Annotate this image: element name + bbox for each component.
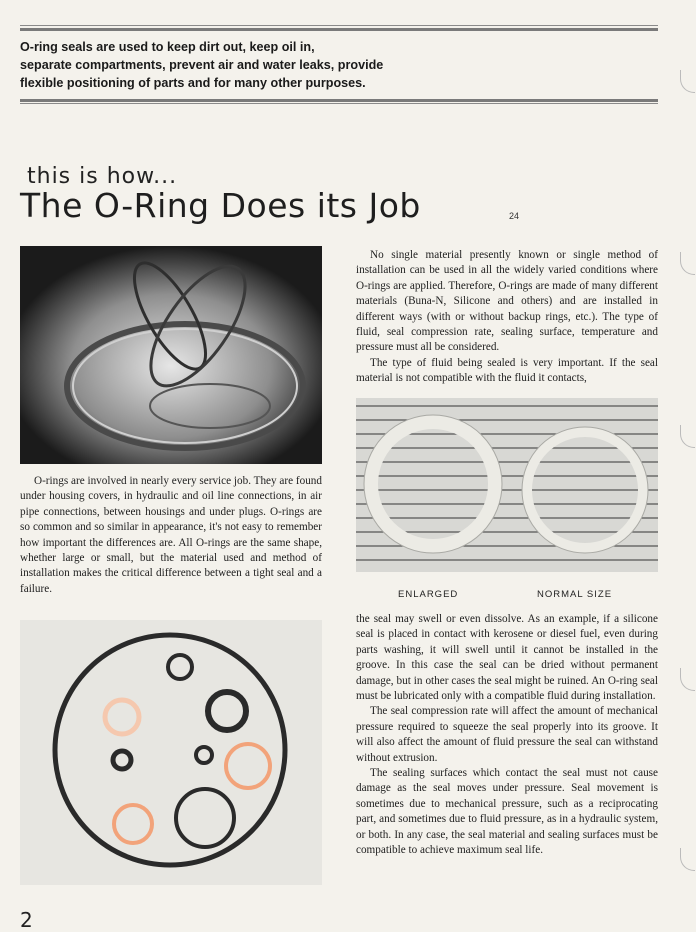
intro-line: flexible positioning of parts and for many other purposes. (20, 76, 366, 90)
photo-metal-rings (20, 246, 322, 464)
page-title: The O-Ring Does its Job (20, 186, 421, 225)
right-bottom-paragraph: The seal compression rate will affect the amount of mechanical pressure required to squeeze the seal properly into its groove. It will also affect the amount of fluid pressure the seal can withstand without extrusion. (356, 705, 658, 764)
binder-mark (680, 70, 695, 93)
binder-mark (680, 848, 695, 871)
bottom-rule-thick (20, 99, 658, 102)
heading-kicker: this is how... (27, 164, 178, 189)
right-column-top-text (356, 248, 658, 387)
right-column-bottom-text (356, 612, 658, 859)
right-top-paragraph: No single material presently known or single method of installation can be used in all the widely varied conditions where O-rings are applied. Therefore, O-rings are made of many different materials (Buna-N, Silicone and others) and are installed in different ways (with or without backup rings, etc.). The type of fluid, seal compression rate, sealing surface, temperature and pressure must all be considered. (356, 249, 658, 354)
intro-line: separate compartments, prevent air and water leaks, provide (20, 58, 384, 72)
intro-line: O-ring seals are used to keep dirt out, keep oil in, (20, 40, 315, 54)
right-top-paragraph: The type of fluid being sealed is very important. If the seal material is not compatible with the fluid it contacts, (356, 356, 658, 385)
binder-mark (680, 425, 695, 448)
caption-normal-size: NORMAL SIZE (537, 589, 613, 600)
page-code: 24 (509, 211, 520, 221)
photo-oring-assortment (20, 620, 322, 885)
right-bottom-paragraph: the seal may swell or even dissolve. As an example, if a silicone seal is placed in contact with kerosene or diesel fuel, even during parts washing, it will swell until it cannot be installed in the groove. In this case the seal can be dried without permanent damage, but in other cases the seal might be ruined. An O-ring seal must be lubricated only with a compatible fluid during installation. (356, 613, 658, 703)
left-column-text (20, 474, 322, 597)
binder-mark (680, 252, 695, 275)
bottom-rule-thin (20, 103, 658, 104)
caption-enlarged: ENLARGED (398, 589, 459, 600)
intro-text (20, 38, 620, 92)
top-rule-thin (20, 25, 658, 26)
left-paragraph: O-rings are involved in nearly every service job. They are found under housing covers, in hydraulic and oil line connections, in air pipe connections, between housings and under plugs. O-rings are so common and so similar in appearance, it's not easy to remember how important the differences are. All O-rings are the same shape, whether large or small, but the material used and method of installation makes the critical difference between a tight seal and a failure. (20, 475, 322, 595)
photo-oring-comparison (356, 398, 658, 572)
top-rule-thick (20, 28, 658, 31)
right-bottom-paragraph: The sealing surfaces which contact the seal must not cause damage as the seal moves under pressure. Seal movement is sometimes due to mechanical pressure, such as a reciprocating part, and sometimes due to fluid pressure, as in a hydraulic system, or both. In any case, the seal material and sealing surfaces must be compatible to achieve maximum seal life. (356, 767, 658, 857)
binder-mark (680, 668, 695, 691)
page-number: 2 (20, 908, 33, 932)
